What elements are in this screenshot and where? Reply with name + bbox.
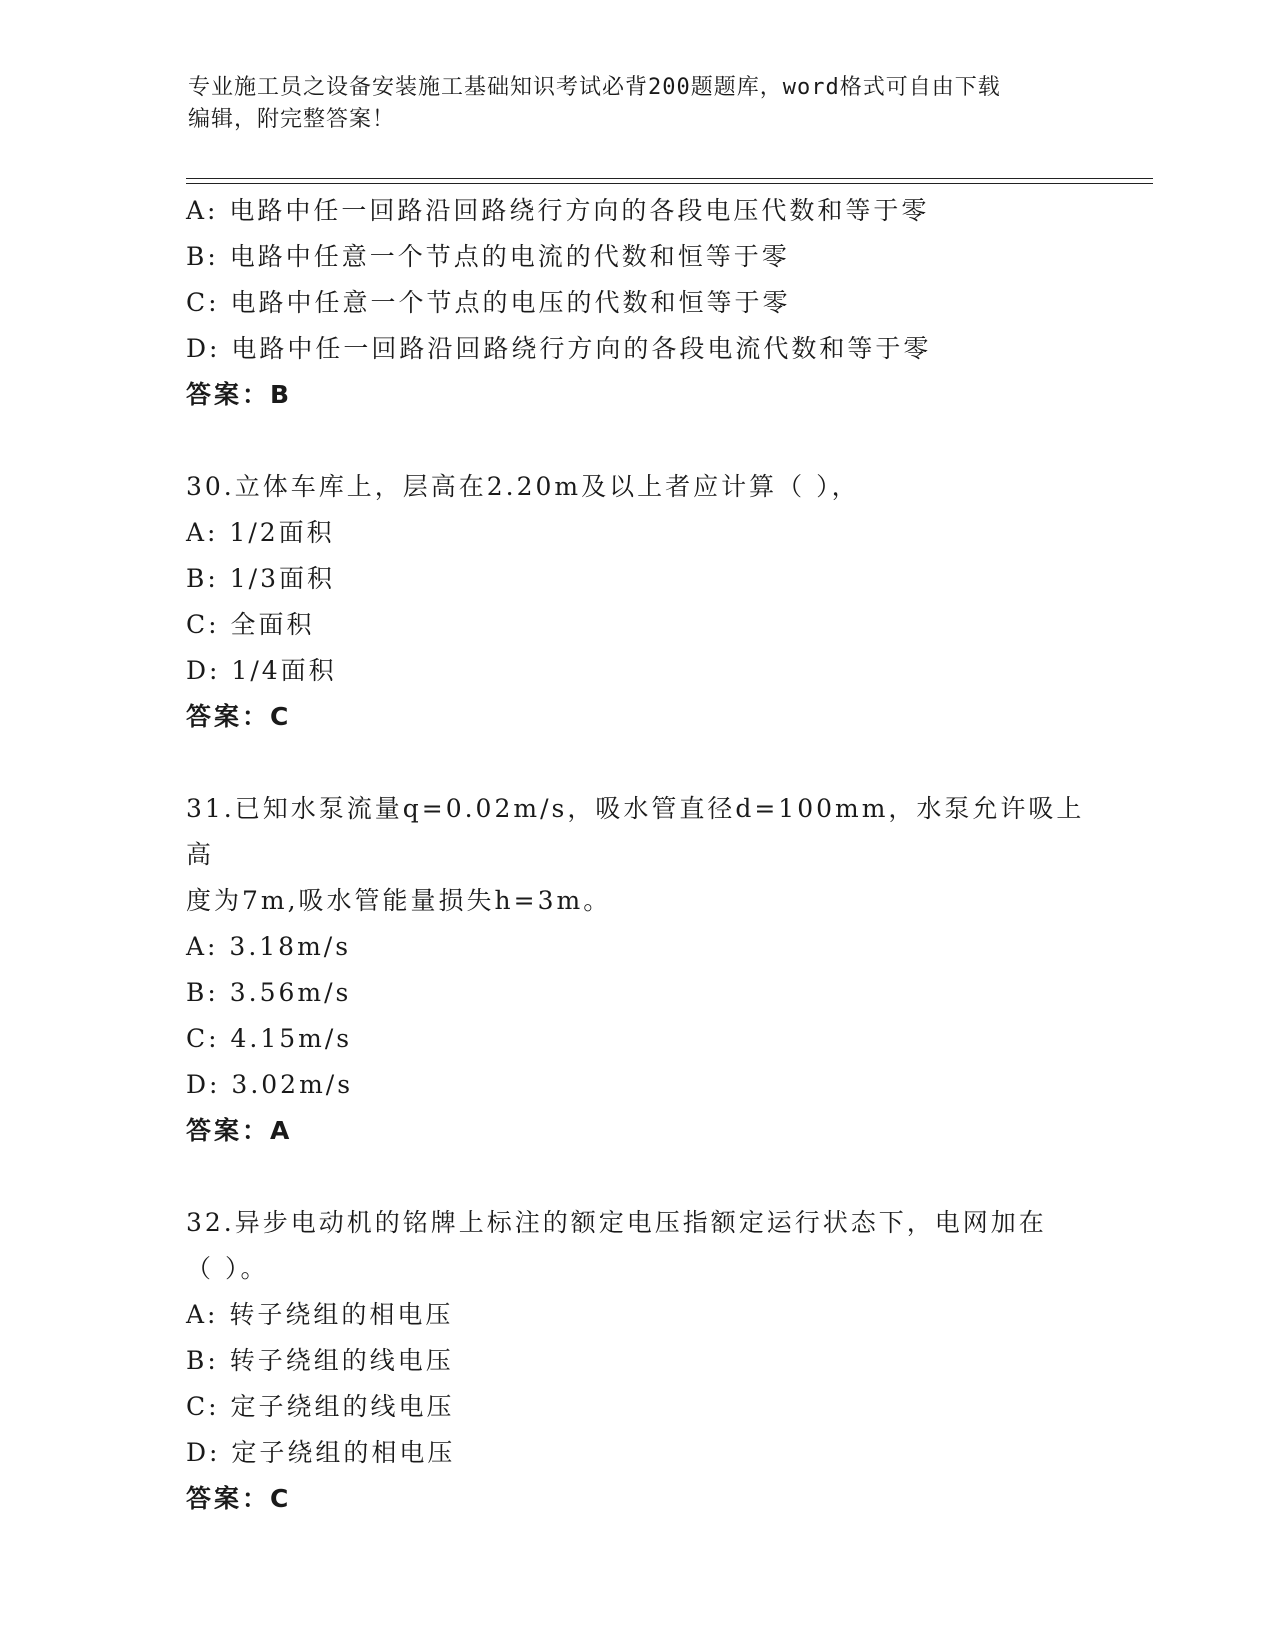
header-line-2: 编辑，附完整答案！ [188,107,396,132]
header-divider-bottom [186,183,1153,184]
option-d: D: 电路中任一回路沿回路绕行方向的各段电流代数和等于零 [186,334,932,363]
question-stem-continued: （ ）。 [186,1254,269,1283]
option-a: A: 3.18m/s [186,932,352,961]
question-32 [186,1200,1086,1522]
option-a: A: 1/2面积 [186,518,335,547]
spacer [186,740,1086,786]
option-a: A: 电路中任一回路沿回路绕行方向的各段电压代数和等于零 [186,196,930,225]
option-c: C: 定子绕组的线电压 [186,1392,455,1421]
answer-line: 答案：A [186,1116,293,1145]
option-d: D: 定子绕组的相电压 [186,1438,456,1467]
option-b: B: 3.56m/s [186,978,352,1007]
question-29-continued [186,188,1086,418]
question-31 [186,786,1086,1154]
option-b: B: 转子绕组的线电压 [186,1346,454,1375]
header-divider-top [186,178,1153,179]
option-b: B: 1/3面积 [186,564,335,593]
option-d: D: 1/4面积 [186,656,337,685]
answer-line: 答案：B [186,380,293,409]
answer-line: 答案：C [186,1484,292,1513]
option-d: D: 3.02m/s [186,1070,354,1099]
answer-line: 答案：C [186,702,292,731]
header-line-1: 专业施工员之设备安装施工基础知识考试必背200题题库，word格式可自由下载 [188,75,1001,100]
option-c: C: 电路中任意一个节点的电压的代数和恒等于零 [186,288,791,317]
option-b: B: 电路中任意一个节点的电流的代数和恒等于零 [186,242,790,271]
document-header [188,72,1088,136]
option-c: C: 全面积 [186,610,315,639]
question-stem: 32.异步电动机的铭牌上标注的额定电压指额定运行状态下，电网加在 [186,1208,1047,1237]
spacer [186,418,1086,464]
question-stem-continued: 度为7m,吸水管能量损失h=3m。 [186,886,612,915]
option-c: C: 4.15m/s [186,1024,353,1053]
question-stem: 30.立体车库上，层高在2.20m及以上者应计算（ ）， [186,472,860,501]
option-a: A: 转子绕组的相电压 [186,1300,454,1329]
question-list [186,188,1086,1522]
question-stem: 31.已知水泵流量q=0.02m/s，吸水管直径d=100mm，水泵允许吸上高 [186,794,1085,869]
question-30 [186,464,1086,740]
spacer [186,1154,1086,1200]
